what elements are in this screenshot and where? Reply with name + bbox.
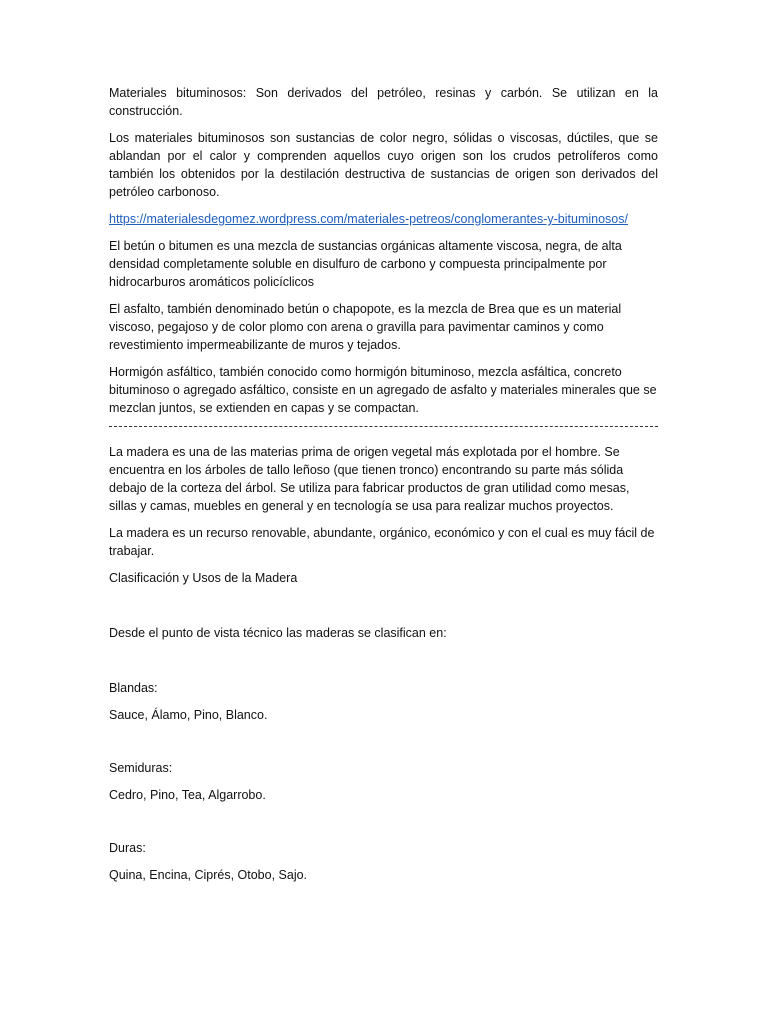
reference-link[interactable]: [109, 210, 658, 228]
paragraph-madera-recurso: La madera es un recurso renovable, abundante, orgánico, económico y con el cual es muy fácil de trabajar.: [109, 526, 655, 558]
class-items-blandas: Sauce, Álamo, Pino, Blanco.: [109, 708, 268, 722]
paragraph-hormigon-asfaltico: Hormigón asfáltico, también conocido como hormigón bituminoso, mezcla asfáltica, concreto bituminoso o agregado asfáltico, consiste en un agregado de asfalto y materiales minerales que se mezclan juntos, se extienden en capas y se compactan.: [109, 365, 657, 415]
paragraph-madera: La madera es una de las materias prima de origen vegetal más explotada por el hombre. Se encuentra en los árboles de tallo leñoso (que tienen tronco) encontrando su parte más sólida debajo de la corteza del árbol. Se utiliza para fabricar productos de gran utilidad como mesas, sillas y camas, muebles en general y en tecnología se usa para realizar muchos proyectos.: [109, 445, 630, 513]
spacer: [109, 651, 658, 679]
dashed-divider: [109, 426, 658, 427]
document-page: [109, 84, 658, 893]
paragraph-clasificacion-intro: Desde el punto de vista técnico las maderas se clasifican en:: [109, 626, 447, 640]
spacer: [109, 813, 658, 839]
paragraph-asfalto: El asfalto, también denominado betún o chapopote, es la mezcla de Brea que es un material viscoso, pegajoso y de color plomo con arena o gravilla para pavimentar caminos y como revestimiento impermeabilizante de muros y tejados.: [109, 302, 622, 352]
spacer: [109, 733, 658, 759]
paragraph-betun: El betún o bitumen es una mezcla de sustancias orgánicas altamente viscosa, negra, de alta densidad completamente soluble en disulfuro de carbono y compuesta principalmente por hidrocarburos aromáticos policíclicos: [109, 239, 622, 289]
class-heading-blandas: Blandas:: [109, 681, 158, 695]
section-heading-clasificacion: Clasificación y Usos de la Madera: [109, 571, 298, 585]
paragraph-bituminous-description: Los materiales bituminosos son sustancias de color negro, sólidas o viscosas, dúctiles, que se ablandan por el calor y comprenden aquellos cuyo origen son los crudos petrolíferos como también los obtenidos por la destilación destructiva de sustancias de origen son derivados del petróleo carbonoso.: [109, 131, 658, 199]
spacer: [109, 596, 658, 624]
paragraph-bituminous-intro: Materiales bituminosos: Son derivados del petróleo, resinas y carbón. Se utilizan en la construcción.: [109, 86, 658, 118]
class-heading-duras: Duras:: [109, 841, 146, 855]
class-heading-semiduras: Semiduras:: [109, 761, 173, 775]
class-items-semiduras: Cedro, Pino, Tea, Algarrobo.: [109, 788, 266, 802]
reference-link-text[interactable]: https://materialesdegomez.wordpress.com/materiales-petreos/conglomerantes-y-bituminosos/: [109, 212, 628, 226]
class-items-duras: Quina, Encina, Ciprés, Otobo, Sajo.: [109, 868, 308, 882]
